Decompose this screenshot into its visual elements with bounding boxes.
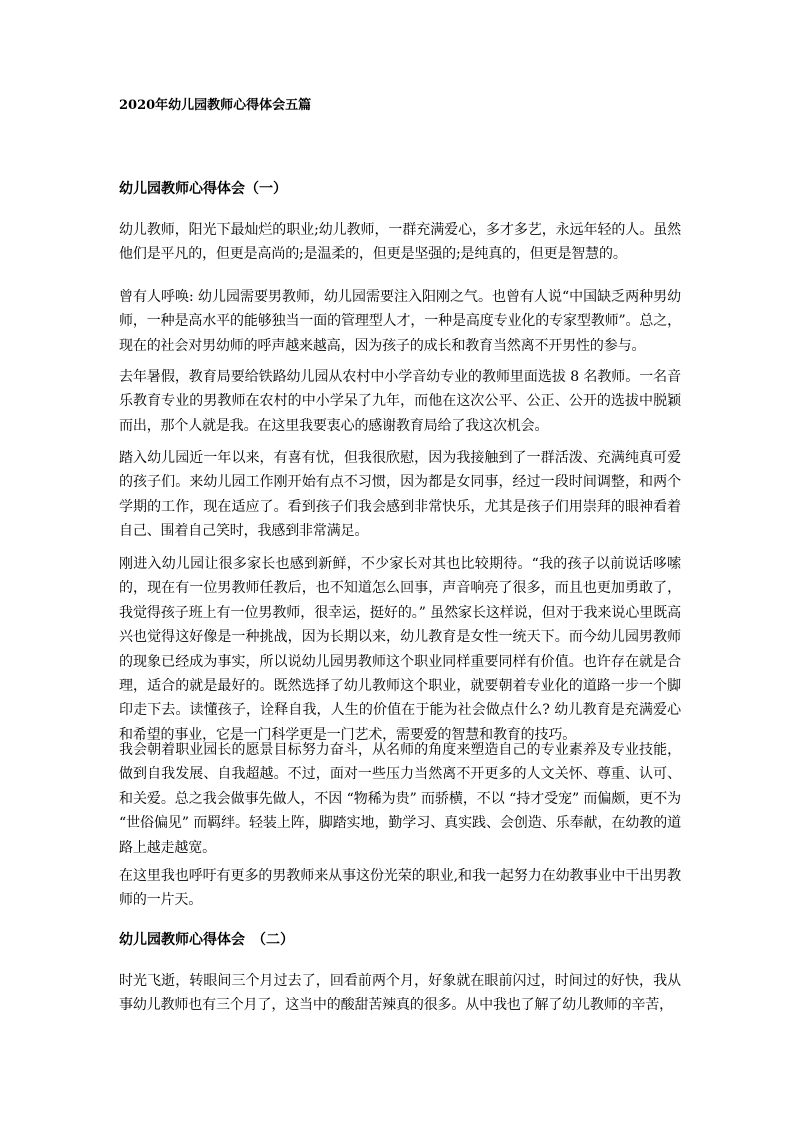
document-title: 2020年幼儿园教师心得体会五篇 <box>119 98 312 113</box>
paragraph: 去年暑假，教育局要给铁路幼儿园从农村中小学音幼专业的教师里面选拔 8 名教师。一名音乐教育专业的男教师在农村的中小学呆了九年，而他在这次公平、公正、公开的选拔中脱颖而出，那个人就是我。在这里我要衷心的感谢教育局给了我这次机会。 <box>119 369 681 434</box>
paragraph: 幼儿教师，阳光下最灿烂的职业;幼儿教师，一群充满爱心，多才多艺，永远年轻的人。虽然他们是平凡的，但更是高尚的;是温柔的，但更是坚强的;是纯真的，但更是智慧的。 <box>119 222 681 263</box>
paragraph: 曾有人呼唤: 幼儿园需要男教师，幼儿园需要注入阳刚之气。也曾有人说“中国缺乏两种男幼师，一种是高水平的能够独当一面的管理型人才，一种是高度专业化的专家型教师”。总之，现在的社会对男幼师的呼声越来越高，因为孩子的成长和教育当然离不开男性的参与。 <box>119 289 681 354</box>
paragraph: 在这里我也呼吁有更多的男教师来从事这份光荣的职业,和我一起努力在幼教事业中干出男教师的一片天。 <box>119 868 681 909</box>
paragraph: 我会朝着职业园长的愿景目标努力奋斗，从名师的角度来塑造自己的专业素养及专业技能，做到自我发展、自我超越。不过，面对一些压力当然离不开更多的人文关怀、尊重、认可、和关爱。总之我会做事先做人，不因 “物稀为贵” 而骄横，不以 “持才受宠” 而偏颇，更不为 “世俗偏见” 而羁绊。轻装上阵，脚踏实地，勤学习、真实践、会创造、乐奉献，在幼教的道路上越走越宽。 <box>119 742 681 856</box>
section-2-heading: 幼儿园教师心得体会 （二） <box>119 932 294 948</box>
paragraph: 踏入幼儿园近一年以来，有喜有忧，但我很欣慰，因为我接触到了一群活泼、充满纯真可爱的孩子们。来幼儿园工作刚开始有点不习惯，因为都是女同事，经过一段时间调整，和两个学期的工作，现在适应了。看到孩子们我会感到非常快乐，尤其是孩子们用崇拜的眼神看着自己、围着自己笑时，我感到非常满足。 <box>119 450 681 540</box>
section-1-heading: 幼儿园教师心得体会（一） <box>119 181 287 197</box>
paragraph: 刚进入幼儿园让很多家长也感到新鲜，不少家长对其也比较期待。“我的孩子以前说话哆嗦的，现在有一位男教师任教后，也不知道怎么回事，声音响亮了很多，而且也更加勇敢了，我觉得孩子班上有一位男教师，很幸运，挺好的。” 虽然家长这样说，但对于我来说心里既高兴也觉得这好像是一种挑战，因为长期以来，幼儿教育是女性一统天下。而今幼儿园男教师的现象已经成为事实，所以说幼儿园男教师这个职业同样重要同样有价值。也许存在就是合理，适合的就是最好的。既然选择了幼儿教师这个职业，就要朝着专业化的道路一步一个脚印走下去。读懂孩子，诠释自我，人生的价值在于能为社会做点什么? 幼儿教育是充满爱心和希望的事业，它是一门科学更是一门艺术，需要爱的智慧和教育的技巧。 <box>119 556 681 743</box>
paragraph: 时光飞逝，转眼间三个月过去了，回看前两个月，好象就在眼前闪过，时间过的好快，我从事幼儿教师也有三个月了，这当中的酸甜苦辣真的很多。从中我也了解了幼儿教师的辛苦， <box>119 973 681 1014</box>
